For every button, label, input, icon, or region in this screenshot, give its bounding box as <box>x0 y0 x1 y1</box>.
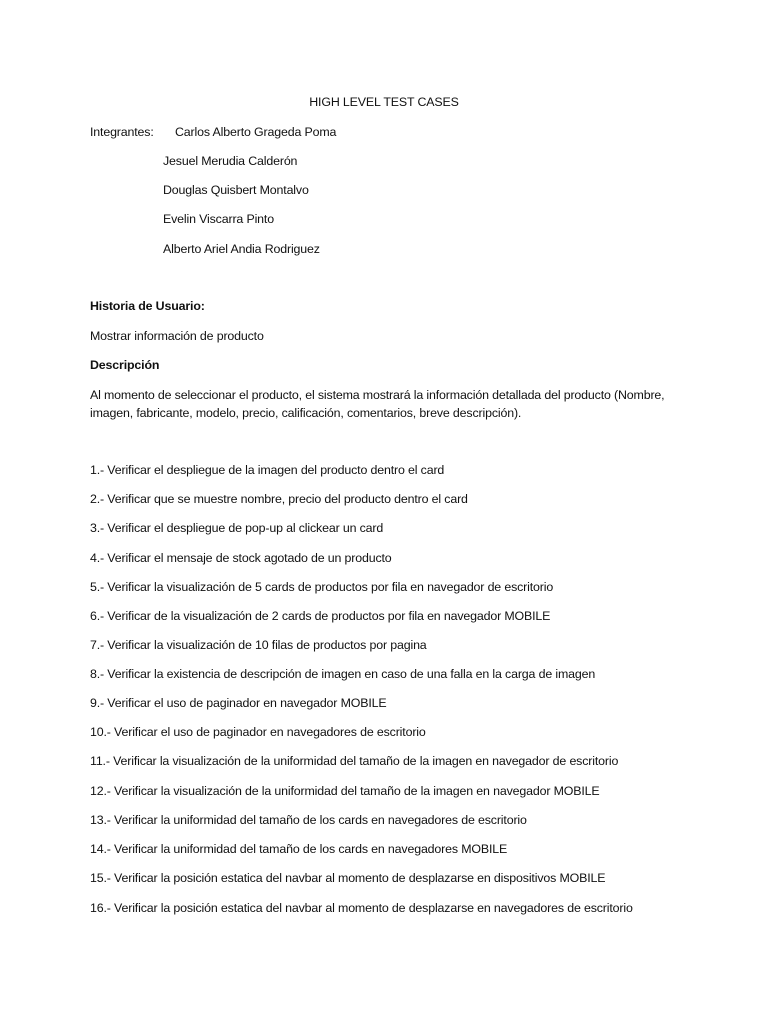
member-name: Evelin Viscarra Pinto <box>163 212 274 226</box>
story-title: Mostrar información de producto <box>90 329 264 343</box>
test-case-item: 5.- Verificar la visualización de 5 cards de productos por fila en navegador de escritorio <box>90 580 554 594</box>
test-case-item: 7.- Verificar la visualización de 10 filas de productos por pagina <box>90 638 427 652</box>
test-case-item: 8.- Verificar la existencia de descripción de imagen en caso de una falla en la carga de imagen <box>90 667 596 681</box>
member-name: Jesuel Merudia Calderón <box>163 154 298 168</box>
test-case-item: 1.- Verificar el despliegue de la imagen del producto dentro el card <box>90 463 445 477</box>
description-heading: Descripción <box>90 358 160 372</box>
test-case-item: 13.- Verificar la uniformidad del tamaño de los cards en navegadores de escritorio <box>90 813 527 827</box>
members-label: Integrantes: <box>90 125 154 139</box>
member-name: Douglas Quisbert Montalvo <box>163 183 309 197</box>
member-name: Carlos Alberto Grageda Poma <box>175 125 337 139</box>
description-text: Al momento de seleccionar el producto, el sistema mostrará la información detallada del producto (Nombre, imagen, fabricante, modelo, precio, calificación, comentarios, breve descripción). <box>90 388 665 420</box>
test-case-item: 2.- Verificar que se muestre nombre, precio del producto dentro el card <box>90 492 468 506</box>
test-case-item: 12.- Verificar la visualización de la uniformidad del tamaño de la imagen en navegador MOBILE <box>90 784 600 798</box>
test-case-item: 9.- Verificar el uso de paginador en navegador MOBILE <box>90 696 387 710</box>
test-case-item: 4.- Verificar el mensaje de stock agotado de un producto <box>90 551 392 565</box>
test-case-item: 10.- Verificar el uso de paginador en navegadores de escritorio <box>90 725 426 739</box>
story-heading: Historia de Usuario: <box>90 299 205 313</box>
document-title: HIGH LEVEL TEST CASES <box>309 95 459 109</box>
test-case-item: 6.- Verificar de la visualización de 2 cards de productos por fila en navegador MOBILE <box>90 609 551 623</box>
test-case-item: 15.- Verificar la posición estatica del navbar al momento de desplazarse en dispositivos MOBILE <box>90 871 606 885</box>
test-case-item: 16.- Verificar la posición estatica del navbar al momento de desplazarse en navegadores de escritorio <box>90 901 633 915</box>
member-name: Alberto Ariel Andia Rodriguez <box>163 242 320 256</box>
test-case-item: 3.- Verificar el despliegue de pop-up al clickear un card <box>90 521 384 535</box>
test-case-item: 14.- Verificar la uniformidad del tamaño de los cards en navegadores MOBILE <box>90 842 508 856</box>
test-case-item: 11.- Verificar la visualización de la uniformidad del tamaño de la imagen en navegador de escritorio <box>90 754 619 768</box>
